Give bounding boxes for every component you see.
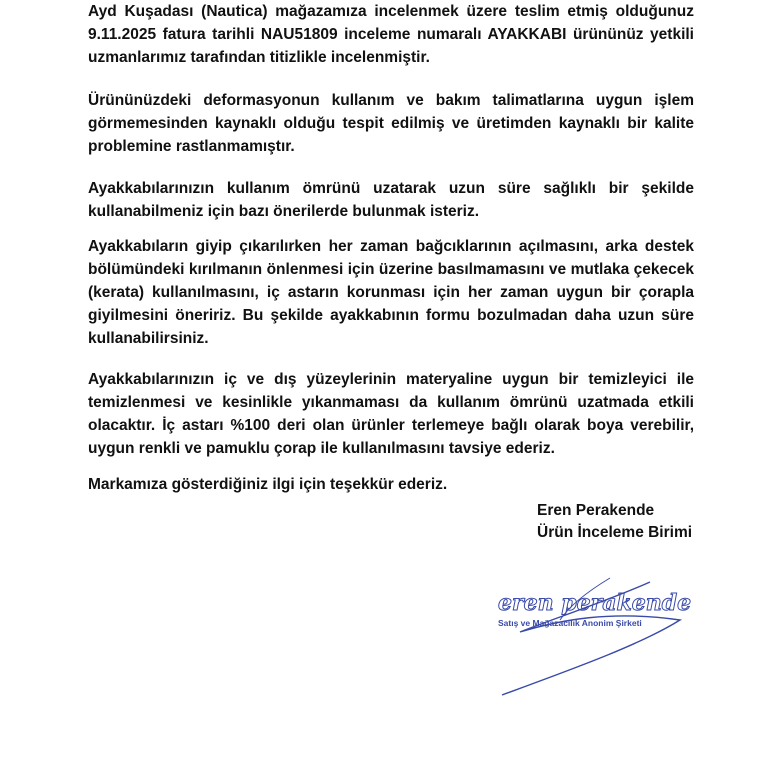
text-line: Ayd Kuşadası (Nautica) mağazamıza incelenmek üzere teslim etmiş olduğunuz	[88, 3, 694, 20]
paragraph-cleaning-advice	[88, 368, 694, 460]
paragraph-wearing-advice	[88, 235, 694, 350]
signature-name: Eren Perakende	[537, 502, 655, 519]
text-line: olacaktır. İç astarı %100 deri olan ürünler terlemeye bağlı olarak boya verebilir,	[88, 417, 694, 434]
paragraph-thanks	[88, 473, 694, 496]
text-line: Ayakkabılarınızın iç ve dış yüzeylerinin materyaline uygun bir temizleyici ile	[88, 371, 694, 388]
signature-block	[537, 500, 692, 544]
text-line: bölümündeki kırılmanın önlenmesi için üzerine basılmamasını ve mutlaka çekecek	[88, 261, 694, 278]
text-line: Markamıza gösterdiğiniz ilgi için teşekkür ederiz.	[88, 476, 448, 493]
text-line: uzmanlarımız tarafından titizlikle incelenmiştir.	[88, 49, 430, 66]
paragraph-advice-intro	[88, 177, 694, 223]
stamp-brand: eren perakende	[498, 590, 692, 616]
text-line: temizlenmesi ve kesinlikle yıkanmaması da kullanım ömrünü uzatmada etkili	[88, 394, 694, 411]
text-line: Ürününüzdeki deformasyonun kullanım ve bakım talimatlarına uygun işlem	[88, 92, 694, 109]
text-line: kullanabilmeniz için bazı önerilerde bulunmak isteriz.	[88, 203, 480, 220]
text-line: uygun renkli ve pamuklu çorap ile kullanılmasını tavsiye ederiz.	[88, 440, 555, 457]
company-stamp	[490, 560, 710, 700]
paragraph-finding	[88, 89, 694, 158]
text-line: problemine rastlanmamıştır.	[88, 138, 295, 155]
text-line: (kerata) kullanılmasını, iç astarın korunması için her zaman uygun bir çorapla	[88, 284, 694, 301]
paragraph-intro	[88, 0, 694, 69]
text-line: Ayakkabıların giyip çıkarılırken her zaman bağcıklarının açılmasını, arka destek	[88, 238, 694, 255]
signature-department: Ürün İnceleme Birimi	[537, 524, 693, 541]
text-line: Ayakkabılarınızın kullanım ömrünü uzatarak uzun süre sağlıklı bir şekilde	[88, 180, 694, 197]
stamp-company: Satış ve Mağazacılık Anonim Şirketi	[498, 618, 642, 628]
text-line: 9.11.2025 fatura tarihli NAU51809 inceleme numaralı AYAKKABI ürününüz yetkili	[88, 26, 694, 43]
text-line: giyilmesini öneririz. Bu şekilde ayakkabının formu bozulmadan daha uzun süre	[88, 307, 694, 324]
text-line: kullanabilirsiniz.	[88, 330, 209, 347]
text-line: görmemesinden kaynaklı olduğu tespit edilmiş ve üretimden kaynaklı bir kalite	[88, 115, 694, 132]
